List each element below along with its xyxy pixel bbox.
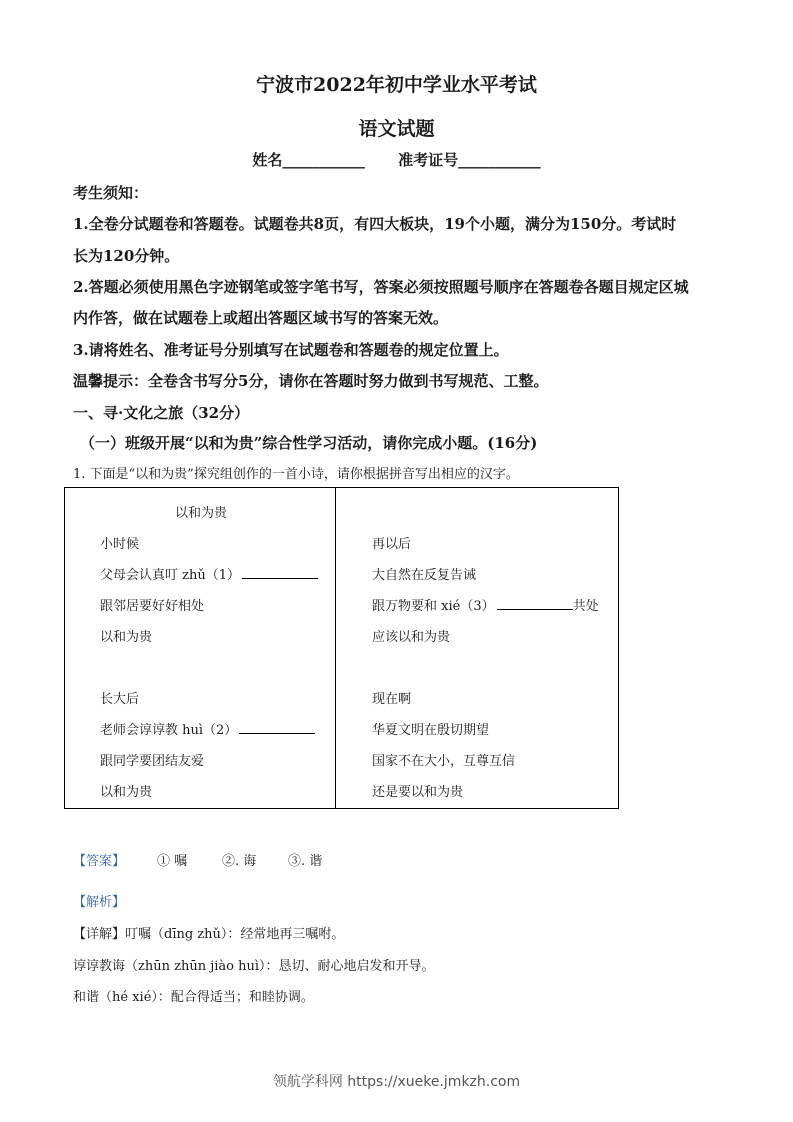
poem-line: 跟同学要团结友爱 [100,754,205,769]
poem-line: 跟邻居要好好相处 [100,599,205,614]
notice-line: 内作答，做在试题卷上或超出答题区域书写的答案无效。 [73,309,449,327]
answer-item: ②. 诲 [222,854,257,869]
fill-blank [497,597,573,610]
footer-watermark: 领航学科网 https://xueke.jmkzh.com [272,1074,521,1090]
poem-line: 老师会谆谆教 huì（2） [100,723,238,738]
fill-blank [239,721,315,734]
poem-line: 以和为贵 [100,785,153,800]
name-bar [0,149,793,170]
poem-line: 国家不在大小，互尊互信 [372,754,516,769]
section-title: 一、寻·文化之旅（32分） [73,404,250,422]
poem-table [64,487,619,809]
poem-line: 小时候 [100,537,140,552]
exam-id-field-label: 准考证号___________ [398,151,541,169]
poem-line: 应该以和为贵 [372,630,451,645]
poem-line: 父母会认真叮 zhǔ（1） [100,568,240,583]
answer-item: ① 嘱 [157,854,188,869]
notice-line: 1.全卷分试题卷和答题卷。试题卷共8页，有四大板块，19个小题，满分为150分。考试时 [73,215,677,233]
answer-item: ③. 谐 [288,854,323,869]
analysis-label: 【解析】 [73,895,126,910]
poem-line: 大自然在反复告诫 [372,568,477,583]
question-text: 1. 下面是“以和为贵”探究组创作的一首小诗，请你根据拼音写出相应的汉字。 [73,467,519,482]
poem-line: 共处 [572,599,599,614]
notice-line: 3.请将姓名、准考证号分别填写在试题卷和答题卷的规定位置上。 [73,341,509,359]
analysis-line: 【详解】叮嘱（dīng zhǔ）：经常地再三嘱咐。 [73,927,345,942]
poem-line: 还是要以和为贵 [372,785,464,800]
poem-line: 长大后 [100,692,140,707]
notice-heading: 考生须知： [73,184,149,202]
answer-label: 【答案】 [73,854,126,869]
poem-line-blank-1 [100,564,318,583]
notice-line: 长为120分钟。 [73,247,180,265]
poem-line: 再以后 [372,537,412,552]
tip-line: 温馨提示：全卷含书写分5分，请你在答题时努力做到书写规范、工整。 [73,372,549,390]
poem-line: 跟万物要和 xié（3） [372,599,495,614]
notice-line: 2.答题必须使用黑色字迹钢笔或签字笔书写，答案必须按照题号顺序在答题卷各题目规定区城 [73,278,689,296]
poem-line: 华夏文明在殷切期望 [372,723,490,738]
part-title: （一）班级开展“以和为贵”综合性学习活动，请你完成小题。(16分) [80,434,538,452]
fill-blank [242,566,318,579]
poem-divider [335,488,336,808]
poem-line: 以和为贵 [100,630,153,645]
poem-title: 以和为贵 [175,506,228,521]
analysis-line: 谆谆教诲（zhūn zhūn jiào huì）：恳切、耐心地启发和开导。 [73,959,435,974]
exam-title: 宁波市2022年初中学业水平考试 [256,74,537,96]
poem-line-blank-2 [100,719,315,738]
poem-line: 现在啊 [372,692,412,707]
exam-subtitle: 语文试题 [358,118,435,140]
name-field-label: 姓名___________ [252,151,365,169]
poem-line-blank-3 [372,595,599,614]
analysis-line: 和谐（hé xié）：配合得适当；和睦协调。 [73,990,314,1005]
